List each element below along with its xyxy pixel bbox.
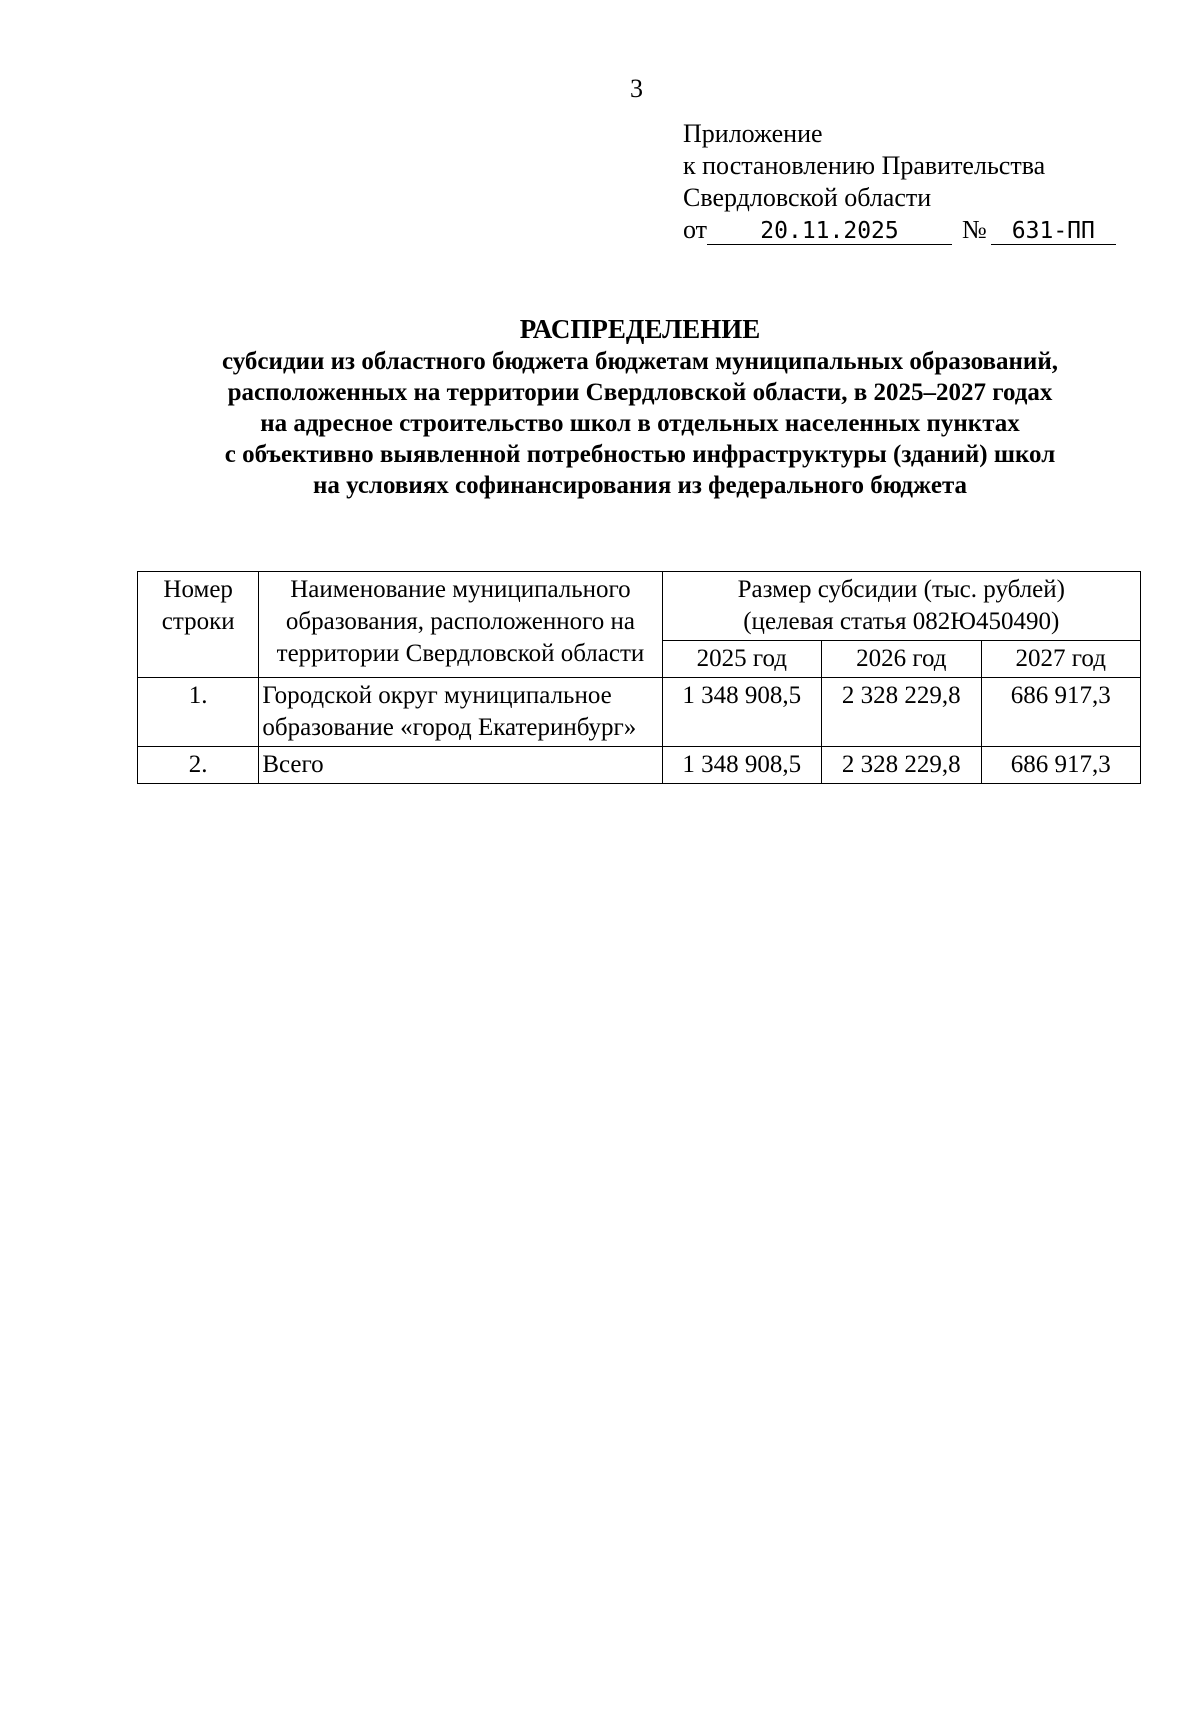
row-number: 1. — [138, 678, 259, 747]
amount-2025: 1 348 908,5 — [662, 678, 821, 747]
number-prefix: № — [962, 215, 987, 244]
appendix-block — [683, 118, 1116, 246]
header-row-number: Номер строки — [138, 572, 259, 678]
heading-line-5: на условиях софинансирования из федерального бюджета — [312, 472, 968, 499]
heading-line-2: расположенных на территории Свердловской области, в 2025–2027 годах — [227, 379, 1053, 406]
header-municipality-name: Наименование муниципального образования, расположенного на территории Свердловской области — [259, 572, 662, 678]
document-heading — [100, 312, 1180, 501]
heading-line-4: с объективно выявленной потребностью инфраструктуры (зданий) школ — [224, 441, 1056, 468]
table-row — [138, 678, 1141, 747]
resolution-number: 631-ПП — [991, 218, 1116, 245]
heading-line-3: на адресное строительство школ в отдельных населенных пунктах — [260, 410, 1020, 437]
appendix-title: Приложение — [683, 119, 823, 148]
amount-2026: 2 328 229,8 — [822, 678, 981, 747]
date-prefix: от — [683, 215, 708, 244]
row-number: 2. — [138, 747, 259, 784]
page-number: 3 — [630, 74, 643, 103]
table-header-row — [138, 572, 1141, 641]
document-title: РАСПРЕДЕЛЕНИЕ — [519, 314, 761, 344]
amount-2027: 686 917,3 — [981, 678, 1141, 747]
header-year-2025: 2025 год — [662, 641, 821, 678]
appendix-date-line — [683, 214, 1116, 246]
heading-line-1: субсидии из областного бюджета бюджетам муниципальных образований, — [222, 348, 1058, 375]
appendix-resolution: к постановлению Правительства — [683, 151, 1046, 180]
total-2027: 686 917,3 — [981, 747, 1141, 784]
total-label: Всего — [259, 747, 662, 784]
resolution-date: 20.11.2025 — [707, 218, 952, 245]
total-2026: 2 328 229,8 — [822, 747, 981, 784]
appendix-region: Свердловской области — [683, 183, 932, 212]
table-row-total — [138, 747, 1141, 784]
subsidy-table — [137, 571, 1141, 784]
header-year-2026: 2026 год — [822, 641, 981, 678]
header-year-2027: 2027 год — [981, 641, 1141, 678]
header-subsidy-amount: Размер субсидии (тыс. рублей) (целевая статья 082Ю450490) — [662, 572, 1140, 641]
municipality-name: Городской округ муниципальное образование «город Екатеринбург» — [259, 678, 662, 747]
total-2025: 1 348 908,5 — [662, 747, 821, 784]
